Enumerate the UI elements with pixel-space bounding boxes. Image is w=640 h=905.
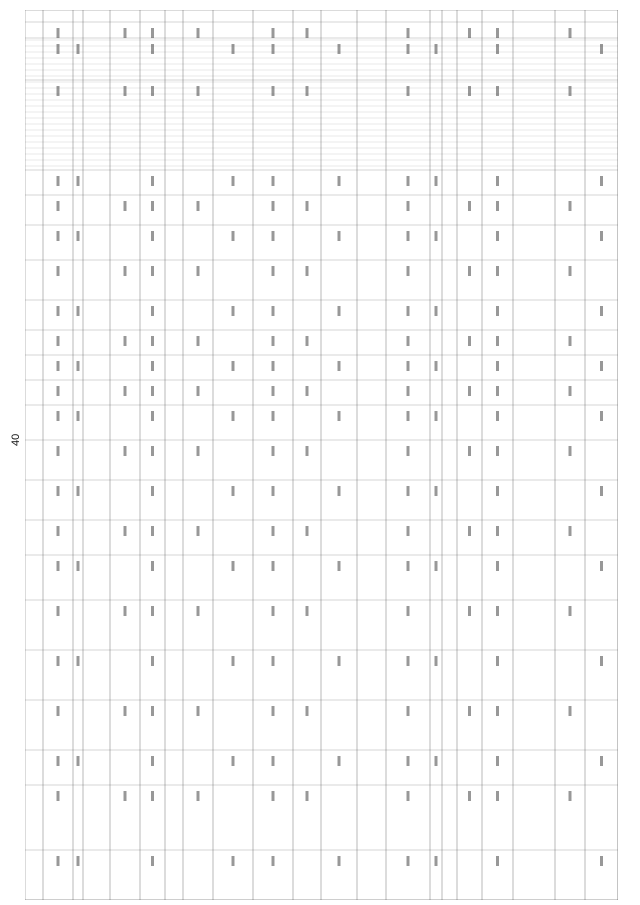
illegible-cell-text xyxy=(272,266,275,276)
illegible-cell-text xyxy=(600,231,603,241)
illegible-cell-text xyxy=(77,306,80,316)
illegible-cell-text xyxy=(124,266,127,276)
illegible-cell-text xyxy=(124,386,127,396)
illegible-cell-text xyxy=(496,756,499,766)
illegible-cell-text xyxy=(338,486,341,496)
table-border xyxy=(25,10,618,900)
illegible-cell-text xyxy=(407,231,410,241)
illegible-cell-text xyxy=(407,656,410,666)
illegible-cell-text xyxy=(57,44,60,54)
illegible-cell-text xyxy=(77,231,80,241)
illegible-cell-text xyxy=(272,526,275,536)
illegible-cell-text xyxy=(600,361,603,371)
illegible-cell-text xyxy=(407,561,410,571)
illegible-cell-text xyxy=(306,86,309,96)
illegible-cell-text xyxy=(57,306,60,316)
illegible-cell-text xyxy=(57,411,60,421)
illegible-cell-text xyxy=(338,176,341,186)
illegible-cell-text xyxy=(569,386,572,396)
illegible-cell-text xyxy=(435,231,438,241)
illegible-cell-text xyxy=(272,386,275,396)
illegible-cell-text xyxy=(151,361,154,371)
table-grid-svg xyxy=(25,10,618,900)
illegible-cell-text xyxy=(151,606,154,616)
illegible-cell-text xyxy=(57,526,60,536)
illegible-cell-text xyxy=(77,176,80,186)
illegible-cell-text xyxy=(407,44,410,54)
illegible-cell-text xyxy=(232,44,235,54)
illegible-cell-text xyxy=(151,756,154,766)
illegible-cell-text xyxy=(496,656,499,666)
illegible-cell-text xyxy=(151,561,154,571)
illegible-cell-text xyxy=(407,526,410,536)
illegible-cell-text xyxy=(272,411,275,421)
illegible-cell-text xyxy=(197,446,200,456)
illegible-cell-text xyxy=(272,231,275,241)
illegible-cell-text xyxy=(57,231,60,241)
illegible-cell-text xyxy=(151,231,154,241)
illegible-cell-text xyxy=(569,266,572,276)
illegible-cell-text xyxy=(468,28,471,38)
illegible-cell-text xyxy=(468,386,471,396)
illegible-cell-text xyxy=(600,176,603,186)
illegible-cell-text xyxy=(468,336,471,346)
illegible-cell-text xyxy=(569,86,572,96)
illegible-cell-text xyxy=(496,411,499,421)
illegible-cell-text xyxy=(124,28,127,38)
illegible-cell-text xyxy=(272,86,275,96)
illegible-cell-text xyxy=(151,28,154,38)
illegible-cell-text xyxy=(151,526,154,536)
illegible-cell-text xyxy=(57,266,60,276)
illegible-cell-text xyxy=(496,526,499,536)
illegible-cell-text xyxy=(496,28,499,38)
illegible-cell-text xyxy=(407,201,410,211)
illegible-cell-text xyxy=(600,756,603,766)
illegible-cell-text xyxy=(151,386,154,396)
illegible-cell-text xyxy=(569,706,572,716)
illegible-cell-text xyxy=(57,361,60,371)
illegible-cell-text xyxy=(197,28,200,38)
illegible-cell-text xyxy=(468,446,471,456)
illegible-cell-text xyxy=(407,361,410,371)
illegible-cell-text xyxy=(338,561,341,571)
illegible-cell-text xyxy=(338,361,341,371)
illegible-cell-text xyxy=(569,446,572,456)
illegible-cell-text xyxy=(151,706,154,716)
illegible-cell-text xyxy=(232,486,235,496)
illegible-cell-text xyxy=(197,526,200,536)
illegible-cell-text xyxy=(600,306,603,316)
illegible-cell-text xyxy=(151,201,154,211)
illegible-cell-text xyxy=(272,856,275,866)
illegible-cell-text xyxy=(57,176,60,186)
illegible-cell-text xyxy=(407,336,410,346)
illegible-cell-text xyxy=(272,756,275,766)
illegible-cell-text xyxy=(124,606,127,616)
illegible-cell-text xyxy=(232,306,235,316)
illegible-cell-text xyxy=(272,446,275,456)
illegible-cell-text xyxy=(151,44,154,54)
illegible-cell-text xyxy=(151,336,154,346)
illegible-cell-text xyxy=(496,561,499,571)
illegible-cell-text xyxy=(468,791,471,801)
illegible-cell-text xyxy=(306,386,309,396)
illegible-cell-text xyxy=(496,446,499,456)
illegible-cell-text xyxy=(57,86,60,96)
illegible-cell-text xyxy=(435,656,438,666)
illegible-cell-text xyxy=(407,411,410,421)
illegible-cell-text xyxy=(197,266,200,276)
illegible-cell-text xyxy=(569,606,572,616)
illegible-cell-text xyxy=(272,44,275,54)
illegible-cell-text xyxy=(57,606,60,616)
table-texts xyxy=(57,28,604,866)
illegible-cell-text xyxy=(338,44,341,54)
illegible-cell-text xyxy=(124,336,127,346)
illegible-cell-text xyxy=(272,656,275,666)
illegible-cell-text xyxy=(151,306,154,316)
illegible-cell-text xyxy=(496,486,499,496)
illegible-cell-text xyxy=(338,306,341,316)
illegible-cell-text xyxy=(496,86,499,96)
illegible-cell-text xyxy=(407,266,410,276)
illegible-cell-text xyxy=(435,856,438,866)
illegible-cell-text xyxy=(272,486,275,496)
illegible-cell-text xyxy=(435,176,438,186)
illegible-cell-text xyxy=(124,446,127,456)
illegible-cell-text xyxy=(600,486,603,496)
illegible-cell-text xyxy=(232,361,235,371)
illegible-cell-text xyxy=(151,176,154,186)
illegible-cell-text xyxy=(232,561,235,571)
illegible-cell-text xyxy=(569,201,572,211)
illegible-cell-text xyxy=(57,28,60,38)
illegible-cell-text xyxy=(496,386,499,396)
illegible-cell-text xyxy=(272,606,275,616)
illegible-cell-text xyxy=(272,306,275,316)
illegible-cell-text xyxy=(468,706,471,716)
illegible-cell-text xyxy=(232,856,235,866)
illegible-cell-text xyxy=(600,656,603,666)
illegible-cell-text xyxy=(124,86,127,96)
illegible-cell-text xyxy=(151,856,154,866)
illegible-cell-text xyxy=(468,266,471,276)
illegible-cell-text xyxy=(197,386,200,396)
illegible-cell-text xyxy=(338,231,341,241)
illegible-cell-text xyxy=(496,306,499,316)
illegible-cell-text xyxy=(306,706,309,716)
illegible-cell-text xyxy=(435,486,438,496)
illegible-cell-text xyxy=(77,361,80,371)
illegible-cell-text xyxy=(496,706,499,716)
illegible-cell-text xyxy=(272,361,275,371)
illegible-cell-text xyxy=(338,856,341,866)
illegible-cell-text xyxy=(272,28,275,38)
illegible-cell-text xyxy=(197,86,200,96)
illegible-cell-text xyxy=(151,486,154,496)
illegible-cell-text xyxy=(338,756,341,766)
illegible-cell-text xyxy=(407,791,410,801)
illegible-cell-text xyxy=(272,791,275,801)
illegible-cell-text xyxy=(468,526,471,536)
illegible-cell-text xyxy=(197,336,200,346)
illegible-cell-text xyxy=(306,606,309,616)
illegible-cell-text xyxy=(232,411,235,421)
illegible-cell-text xyxy=(306,201,309,211)
illegible-cell-text xyxy=(496,266,499,276)
illegible-cell-text xyxy=(232,231,235,241)
illegible-cell-text xyxy=(407,486,410,496)
illegible-cell-text xyxy=(496,44,499,54)
illegible-cell-text xyxy=(435,44,438,54)
illegible-cell-text xyxy=(468,201,471,211)
illegible-cell-text xyxy=(496,361,499,371)
illegible-cell-text xyxy=(151,266,154,276)
illegible-cell-text xyxy=(569,336,572,346)
illegible-cell-text xyxy=(77,656,80,666)
illegible-cell-text xyxy=(151,446,154,456)
illegible-cell-text xyxy=(407,856,410,866)
illegible-cell-text xyxy=(435,756,438,766)
illegible-cell-text xyxy=(569,526,572,536)
illegible-cell-text xyxy=(569,28,572,38)
illegible-cell-text xyxy=(57,656,60,666)
illegible-cell-text xyxy=(338,656,341,666)
illegible-cell-text xyxy=(272,561,275,571)
illegible-cell-text xyxy=(151,411,154,421)
illegible-cell-text xyxy=(407,86,410,96)
illegible-cell-text xyxy=(407,176,410,186)
illegible-cell-text xyxy=(496,201,499,211)
illegible-cell-text xyxy=(197,201,200,211)
illegible-cell-text xyxy=(407,446,410,456)
illegible-cell-text xyxy=(232,756,235,766)
illegible-cell-text xyxy=(272,706,275,716)
illegible-cell-text xyxy=(57,446,60,456)
illegible-cell-text xyxy=(496,791,499,801)
illegible-cell-text xyxy=(272,176,275,186)
illegible-cell-text xyxy=(77,411,80,421)
illegible-cell-text xyxy=(306,266,309,276)
illegible-cell-text xyxy=(306,446,309,456)
illegible-cell-text xyxy=(407,28,410,38)
illegible-cell-text xyxy=(600,856,603,866)
illegible-cell-text xyxy=(338,411,341,421)
illegible-cell-text xyxy=(600,561,603,571)
table-grid xyxy=(25,10,618,900)
illegible-cell-text xyxy=(407,306,410,316)
illegible-cell-text xyxy=(306,28,309,38)
illegible-cell-text xyxy=(77,486,80,496)
illegible-cell-text xyxy=(57,336,60,346)
page-number: 40 xyxy=(10,433,22,446)
illegible-cell-text xyxy=(569,791,572,801)
illegible-cell-text xyxy=(124,201,127,211)
illegible-cell-text xyxy=(496,336,499,346)
illegible-cell-text xyxy=(57,201,60,211)
illegible-cell-text xyxy=(57,791,60,801)
illegible-cell-text xyxy=(197,791,200,801)
illegible-cell-text xyxy=(435,561,438,571)
illegible-cell-text xyxy=(77,44,80,54)
rotated-budget-table xyxy=(25,10,618,900)
illegible-cell-text xyxy=(197,606,200,616)
illegible-cell-text xyxy=(496,176,499,186)
illegible-cell-text xyxy=(124,706,127,716)
illegible-cell-text xyxy=(306,791,309,801)
illegible-cell-text xyxy=(496,856,499,866)
illegible-cell-text xyxy=(306,336,309,346)
illegible-cell-text xyxy=(600,411,603,421)
illegible-cell-text xyxy=(197,706,200,716)
illegible-cell-text xyxy=(600,44,603,54)
illegible-cell-text xyxy=(468,86,471,96)
illegible-cell-text xyxy=(435,306,438,316)
illegible-cell-text xyxy=(496,231,499,241)
illegible-cell-text xyxy=(57,486,60,496)
illegible-cell-text xyxy=(407,706,410,716)
illegible-cell-text xyxy=(57,561,60,571)
illegible-cell-text xyxy=(57,756,60,766)
illegible-cell-text xyxy=(151,656,154,666)
illegible-cell-text xyxy=(232,176,235,186)
illegible-cell-text xyxy=(124,791,127,801)
illegible-cell-text xyxy=(232,656,235,666)
illegible-cell-text xyxy=(272,201,275,211)
illegible-cell-text xyxy=(407,386,410,396)
illegible-cell-text xyxy=(306,526,309,536)
illegible-cell-text xyxy=(77,856,80,866)
illegible-cell-text xyxy=(151,86,154,96)
illegible-cell-text xyxy=(57,856,60,866)
illegible-cell-text xyxy=(57,386,60,396)
illegible-cell-text xyxy=(468,606,471,616)
illegible-cell-text xyxy=(435,361,438,371)
illegible-cell-text xyxy=(124,526,127,536)
illegible-cell-text xyxy=(435,411,438,421)
illegible-cell-text xyxy=(407,606,410,616)
illegible-cell-text xyxy=(77,756,80,766)
illegible-cell-text xyxy=(151,791,154,801)
illegible-cell-text xyxy=(272,336,275,346)
illegible-cell-text xyxy=(57,706,60,716)
illegible-cell-text xyxy=(77,561,80,571)
illegible-cell-text xyxy=(496,606,499,616)
illegible-cell-text xyxy=(407,756,410,766)
